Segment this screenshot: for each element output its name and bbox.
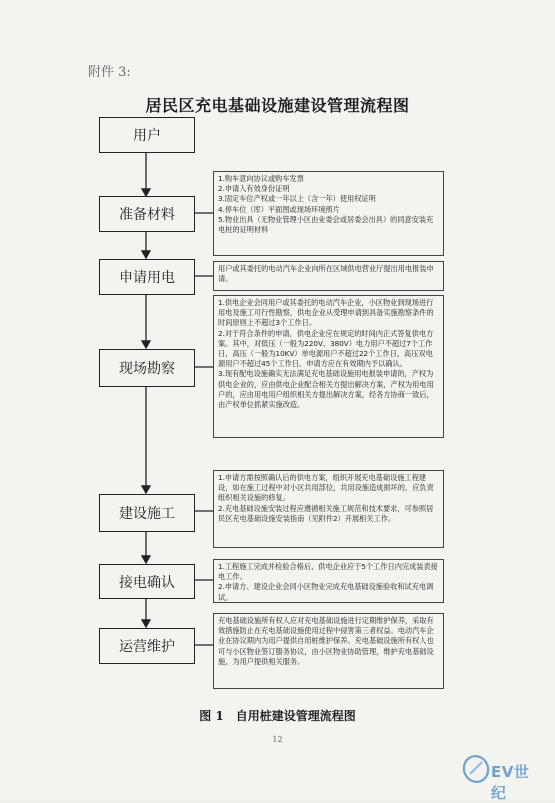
- note-line: 1.供电企业会同用户或其委托的电动汽车企业，小区物业到现场进行用电及施工可行性勘察，供电企业从受理申请到具备实施勘察条件的时间原则上不超过3个工作日。: [218, 298, 434, 328]
- note-line: 1.购车意向协议或购车发票: [218, 174, 304, 183]
- figure-caption: 图 1 自用桩建设管理流程图: [199, 709, 356, 723]
- step-construction: 建设施工: [99, 494, 195, 532]
- note-line: 2.对于符合条件的申请，供电企业应在规定的时间内正式答复供电方案。其中，对低压（一般为220V、380V）电力用户不超过7个工作日，高压（一般为10KV）单电源用户不超过22个工作日，高压双电源用户不超过45个工作日。申请方应在有效期内予以确认。: [218, 328, 434, 369]
- note-line: 5.物业出具（无物业管理小区由业委会或居委会出具）的同意安装充电桩的证明材料: [218, 214, 434, 235]
- note-line: 2.申请人有效身份证明: [218, 184, 290, 194]
- note-construction: [213, 470, 444, 548]
- note-apply: [213, 261, 444, 291]
- note-line: 2.申请方、建设企业会同小区物业完成充电基础设施验收和试充电调试。: [218, 582, 434, 602]
- note-line: 1.工程施工完成并检验合格后，供电企业应于5个工作日内完成装表接电工作。: [218, 562, 438, 582]
- step-user: 用户: [99, 117, 195, 153]
- step-apply-electricity: 申请用电: [99, 259, 195, 295]
- step-connection-confirm: 接电确认: [99, 564, 195, 599]
- note-connection: [213, 559, 444, 603]
- logo-text: EV世纪: [491, 763, 530, 802]
- note-line: 3.固定车位产权或一年以上（含一年）使用权证明: [218, 194, 376, 204]
- ev-logo: [461, 752, 539, 802]
- page-title: 居民区充电基础设施建设管理流程图: [145, 96, 410, 115]
- step-site-survey: 现场勘察: [99, 349, 195, 387]
- attachment-label: 附件 3:: [88, 65, 131, 80]
- ev-logo-icon: [461, 752, 491, 786]
- note-materials: [213, 171, 444, 256]
- step-prepare-materials: 准备材料: [99, 196, 195, 232]
- note-operation: [213, 613, 444, 689]
- step-operation-maintenance: 运营维护: [99, 628, 195, 664]
- note-line: 充电基础设施所有权人应对充电基础设施进行定期维护保养，采取有效措施防止在充电基础设施使用过程中侵害第三者权益。电动汽车企业在协议期内为用户提供自用桩维护保养。充电基础设施所有权人也可与小区物业签订服务协议，由小区物业协助管理，维护充电基础设施，为用户提供相关服务。: [218, 616, 434, 666]
- note-line: 2.充电基础设施安装过程应遵循相关施工规范和技术要求，可参照居民区充电基础设施安装指南（见附件2）开展相关工作。: [218, 503, 434, 523]
- note-survey: [213, 295, 444, 438]
- note-line: 4.停车位（库）平面图或现场环境照片: [218, 204, 340, 214]
- note-line: 1.申请方需按照确认后的供电方案，组织开展充电基础设施工程建设，如在施工过程中对小区共用部位，共用设施造成损坏的，应负责组织相关设施的修复。: [218, 473, 434, 503]
- note-line: 3.现有配电设施确实无法满足充电基础设施用电报装申请的，产权为供电企业的，应由供电企业配合相关方提出解决方案，产权为用电用户的，应由用电用户组织相关方提出解决方案，经各方协商一致后，由产权单位抓紧实施改造。: [218, 369, 434, 410]
- page-number: 12: [272, 735, 283, 744]
- note-line: 用户或其委托的电动汽车企业向所在区域供电营业厅提出用电报装申请。: [218, 264, 434, 284]
